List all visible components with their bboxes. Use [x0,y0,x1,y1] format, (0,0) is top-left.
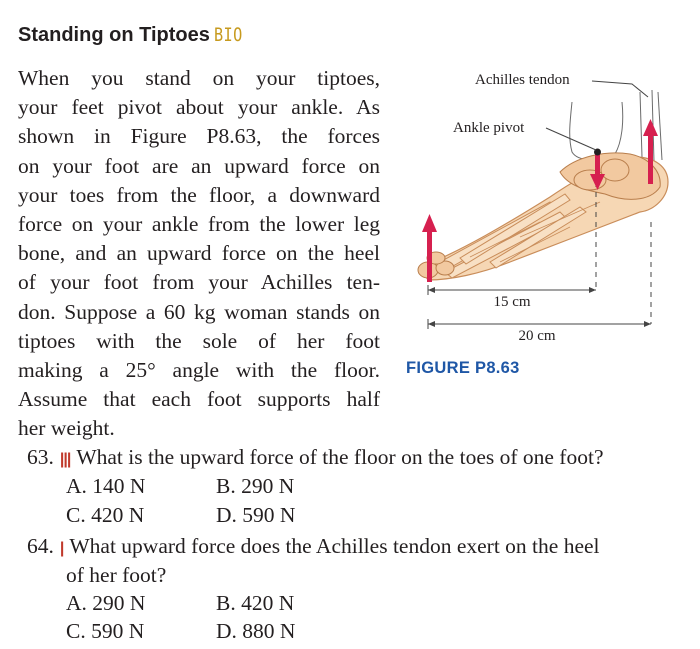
passage-line: bone, and an upward force on the heel [18,241,380,266]
question-text: What is the upward force of the floor on the toes of one foot? [76,445,604,469]
label-leaders [546,81,648,150]
passage-line: tiptoes with the sole of her foot [18,328,380,353]
dimension-15cm-label: 15 cm [493,294,531,310]
bio-tag: BIO [213,24,243,46]
passage-line: shown in Figure P8.63, the forces [18,124,380,149]
dimension-20cm-label: 20 cm [518,328,556,344]
question-number: 64. [27,534,54,558]
achilles-tendon-label: Achilles tendon [475,72,570,88]
section-title [18,24,250,47]
option-c[interactable]: C. 590 N [66,619,145,643]
foot-figure [400,62,700,362]
question-63 [27,443,603,474]
option-b[interactable]: B. 420 N [216,591,295,615]
figure-caption: FIGURE P8.63 [406,359,520,377]
passage-line: making a 25° angle with the floor. [18,358,380,383]
question-number: 63. [27,445,54,469]
passage-line: of your foot from your Achilles ten- [18,270,380,295]
passage-line: your feet pivot about your ankle. As [18,95,380,120]
ankle-pivot-label: Ankle pivot [453,120,525,136]
passage-line: force on your ankle from the lower leg [18,212,380,237]
question-text: What upward force does the Achilles tendon exert on the heel [69,534,600,558]
passage-line: When you stand on your tiptoes, [18,66,380,90]
difficulty-indicator: ||| [59,451,71,468]
question-64 [27,532,600,563]
option-d[interactable]: D. 880 N [216,619,296,643]
problem-passage [18,64,380,444]
option-a[interactable]: A. 290 N [66,591,146,615]
question-64-continuation: of her foot? [66,563,167,587]
option-c[interactable]: C. 420 N [66,503,145,527]
option-b[interactable]: B. 290 N [216,474,295,498]
passage-line: your toes from the floor, a downward [18,182,380,207]
foot-skeleton [418,153,668,280]
section-title-text: Standing on Tiptoes [18,24,210,46]
difficulty-indicator: | [59,540,64,557]
passage-line: her weight. [18,416,115,441]
passage-line: Assume that each foot supports half [18,387,380,412]
option-d[interactable]: D. 590 N [216,503,296,527]
option-a[interactable]: A. 140 N [66,474,146,498]
passage-line: don. Suppose a 60 kg woman stands on [18,299,380,324]
passage-line: on your foot are an upward force on [18,153,380,178]
